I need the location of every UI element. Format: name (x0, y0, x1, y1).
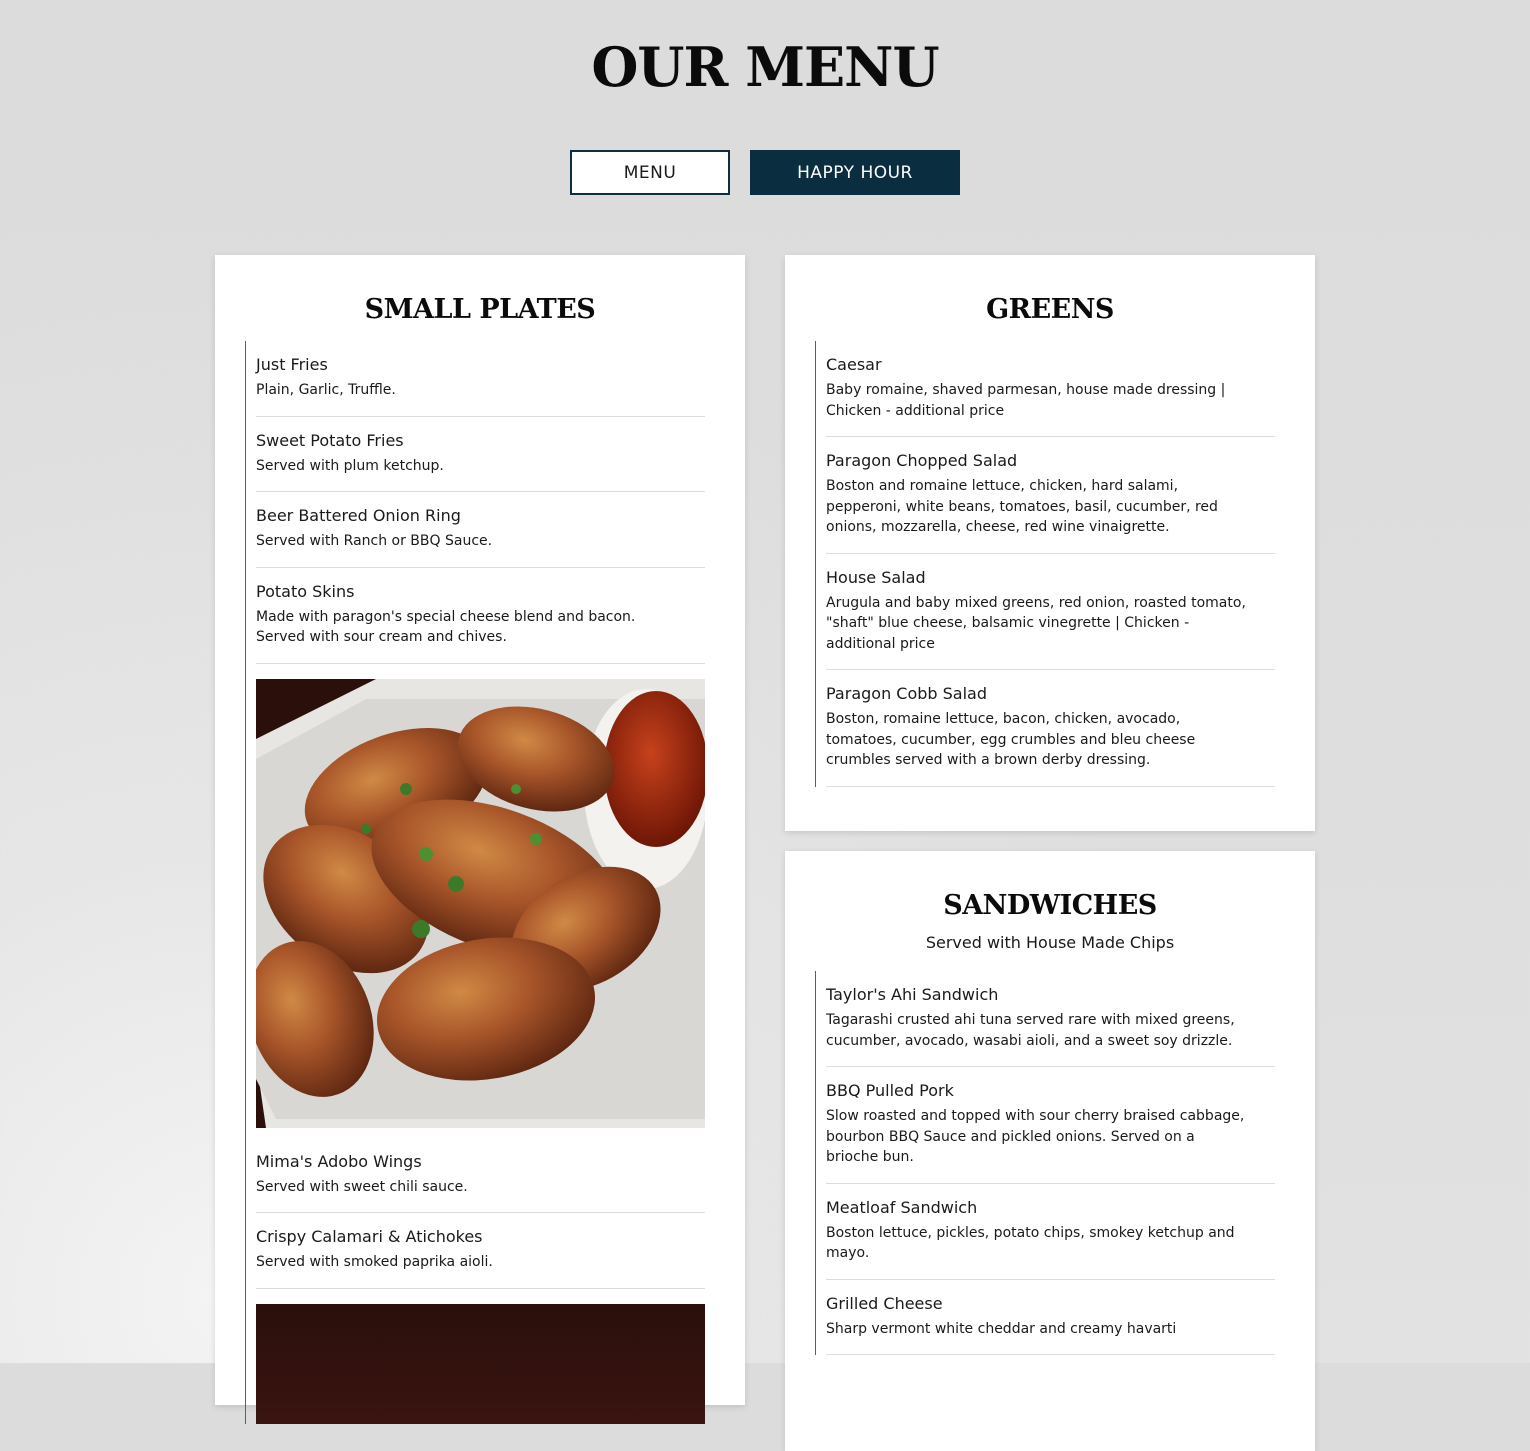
small-plates-title: SMALL PLATES (364, 294, 596, 325)
item-description: Tagarashi crusted ahi tuna served rare with mixed greens, cucumber, avocado, wasabi aioli, and a sweet soy drizzle. (826, 1012, 1235, 1049)
item-name: Meatloaf Sandwich (826, 1197, 978, 1217)
item-name: Sweet Potato Fries (256, 430, 404, 450)
item-description: Served with smoked paprika aioli. (256, 1254, 493, 1270)
tab-menu[interactable]: MENU (570, 150, 730, 195)
item-name: Paragon Chopped Salad (826, 451, 1018, 470)
wings-photo-image (256, 679, 705, 1128)
item-description: Arugula and baby mixed greens, red onion, roasted tomato, "shaft" blue cheese, balsamic vinegrette | Chicken - additional price (826, 594, 1246, 652)
page-title: OUR MENU (591, 35, 939, 99)
item-name: Crispy Calamari & Atichokes (256, 1227, 483, 1246)
menu-item (826, 1280, 1275, 1356)
item-description: Boston and romaine lettuce, chicken, hard salami, pepperoni, white beans, tomatoes, basil, cucumber, red onions, mozzarella, cheese, red wine vinaigrette. (826, 478, 1218, 535)
greens-list (815, 341, 1275, 787)
item-name: Paragon Cobb Salad (826, 684, 988, 703)
item-name: Beer Battered Onion Ring (256, 506, 461, 525)
menu-item (256, 417, 705, 493)
menu-item (826, 341, 1275, 437)
menu-item (826, 1184, 1275, 1280)
menu-item (826, 1067, 1275, 1184)
menu-item (826, 971, 1275, 1067)
sandwiches-subtitle: Served with House Made Chips (925, 933, 1175, 952)
menu-item (256, 1213, 705, 1289)
item-description: Boston, romaine lettuce, bacon, chicken, avocado, tomatoes, cucumber, egg crumbles and bleu cheese crumbles served with a brown derby dressing. (826, 711, 1196, 768)
greens-card (785, 255, 1315, 831)
item-description: Served with sweet chili sauce. (256, 1178, 468, 1195)
menu-item (256, 341, 705, 417)
menu-item (826, 437, 1275, 554)
menu-item (256, 1138, 705, 1214)
item-description: Served with Ranch or BBQ Sauce. (256, 533, 493, 549)
menu-item (826, 670, 1275, 787)
item-description: Baby romaine, shaved parmesan, house made dressing | Chicken - additional price (826, 382, 1226, 419)
item-description: Plain, Garlic, Truffle. (256, 382, 396, 398)
tab-happy-hour[interactable]: HAPPY HOUR (750, 150, 960, 195)
item-description: Slow roasted and topped with sour cherry braised cabbage, bourbon BBQ Sauce and pickled onions. Served on a brioche bun. (826, 1108, 1245, 1165)
menu-item (826, 554, 1275, 671)
sandwiches-card (785, 851, 1315, 1451)
item-name: Mima's Adobo Wings (256, 1151, 422, 1171)
menu-item (256, 568, 705, 664)
item-description: Made with paragon's special cheese blend and bacon. Served with sour cream and chives. (256, 608, 636, 645)
item-name: Potato Skins (256, 581, 355, 601)
sandwiches-list (815, 971, 1275, 1355)
item-description: Boston lettuce, pickles, potato chips, smokey ketchup and mayo. (826, 1224, 1235, 1261)
item-name: Just Fries (256, 355, 328, 374)
sandwiches-title: SANDWICHES (943, 890, 1157, 921)
item-name: Grilled Cheese (826, 1293, 943, 1313)
wings-photo (256, 679, 705, 1128)
item-description: Served with plum ketchup. (256, 457, 444, 474)
small-plates-card (215, 255, 745, 1405)
item-description: Sharp vermont white cheddar and creamy havarti (826, 1320, 1177, 1337)
item-name: Caesar (826, 355, 882, 374)
greens-title: GREENS (986, 294, 1114, 325)
item-name: BBQ Pulled Pork (826, 1081, 954, 1100)
small-plates-list (245, 341, 705, 1424)
item-name: Taylor's Ahi Sandwich (826, 985, 999, 1004)
item-name: House Salad (826, 567, 926, 587)
food-photo (256, 1304, 705, 1424)
menu-item (256, 492, 705, 568)
